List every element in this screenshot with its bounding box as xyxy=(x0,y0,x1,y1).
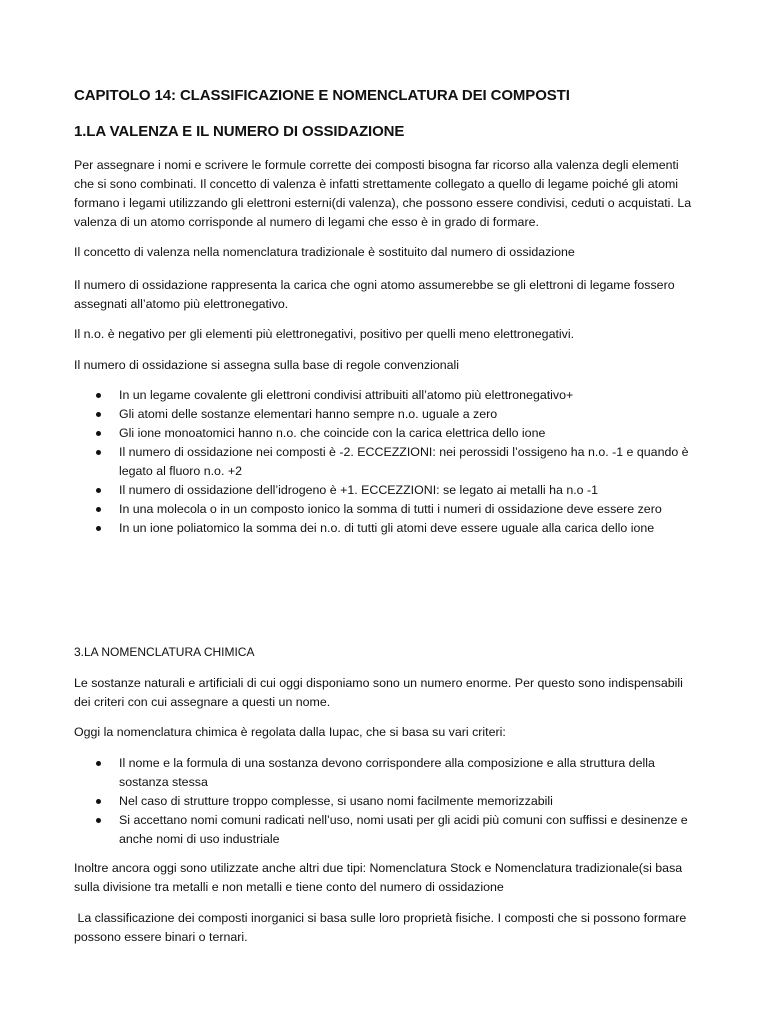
bullet-icon xyxy=(96,488,101,493)
paragraph-sostanze: Le sostanze naturali e artificiali di cui oggi disponiamo sono un numero enorme. Per questo sono indispensabili dei criteri con cui assegnare a questi un nome. xyxy=(74,676,683,709)
bullet-icon xyxy=(96,431,101,436)
bullet-icon xyxy=(96,799,101,804)
paragraph-regole-intro: Il numero di ossidazione si assegna sulla base di regole convenzionali xyxy=(74,358,460,372)
bullet-icon xyxy=(96,393,101,398)
list-item: In un legame covalente gli elettroni condivisi attribuiti all’atomo più elettronegativo+ xyxy=(74,386,700,405)
list-item: Il numero di ossidazione nei composti è -2. ECCEZZIONI: nei perossidi l’ossigeno ha n.o. -1 e quando è legato al fluoro n.o. +2 xyxy=(74,443,700,481)
bullet-icon xyxy=(96,818,101,823)
list-item: Si accettano nomi comuni radicati nell’uso, nomi usati per gli acidi più comuni con suffissi e desinenze e anche nomi di uso industriale xyxy=(74,811,700,849)
list-item: Gli atomi delle sostanze elementari hanno sempre n.o. uguale a zero xyxy=(74,405,700,424)
bullet-icon xyxy=(96,507,101,512)
list-item: Il nome e la formula di una sostanza devono corrispondere alla composizione e alla struttura della sostanza stessa xyxy=(74,754,700,792)
paragraph-no-segno: Il n.o. è negativo per gli elementi più elettronegativi, positivo per quelli meno elettronegativi. xyxy=(74,327,575,341)
list-item: In un ione poliatomico la somma dei n.o. di tutti gli atomi deve essere uguale alla carica dello ione xyxy=(74,519,700,538)
section-title-valenza: 1.LA VALENZA E IL NUMERO DI OSSIDAZIONE xyxy=(74,123,405,140)
list-item: Gli ione monoatomici hanno n.o. che coincide con la carica elettrica dello ione xyxy=(74,424,700,443)
criteria-list xyxy=(74,754,700,849)
paragraph-classificazione: La classificazione dei composti inorganici si basa sulle loro proprietà fisiche. I composti che si possono formare possono essere binari o ternari. xyxy=(74,911,690,944)
bullet-icon xyxy=(96,450,101,455)
paragraph-valenza-nomenclatura: Il concetto di valenza nella nomenclatura tradizionale è sostituito dal numero di ossidazione xyxy=(74,245,575,259)
list-item: Il numero di ossidazione dell’idrogeno è +1. ECCEZZIONI: se legato ai metalli ha n.o -1 xyxy=(74,481,700,500)
paragraph-stock-tradizionale: Inoltre ancora oggi sono utilizzate anche altri due tipi: Nomenclatura Stock e Nomenclatura tradizionale(si basa sulla divisione tra metalli e non metalli e tiene conto del numero di ossidazione xyxy=(74,861,683,894)
bullet-icon xyxy=(96,412,101,417)
bullet-icon xyxy=(96,761,101,766)
chapter-title: CAPITOLO 14: CLASSIFICAZIONE E NOMENCLATURA DEI COMPOSTI xyxy=(74,87,570,104)
bullet-icon xyxy=(96,526,101,531)
list-item: In una molecola o in un composto ionico la somma di tutti i numeri di ossidazione deve essere zero xyxy=(74,500,700,519)
paragraph-iupac: Oggi la nomenclatura chimica è regolata dalla Iupac, che si basa su vari criteri: xyxy=(74,725,506,739)
section-title-nomenclatura: 3.LA NOMENCLATURA CHIMICA xyxy=(74,645,255,659)
paragraph-numero-ossidazione: Il numero di ossidazione rappresenta la carica che ogni atomo assumerebbe se gli elettroni di legame fossero assegnati all’atomo più elettronegativo. xyxy=(74,278,675,311)
rules-list xyxy=(74,386,700,538)
list-item: Nel caso di strutture troppo complesse, si usano nomi facilmente memorizzabili xyxy=(74,792,700,811)
paragraph-valenza-intro: Per assegnare i nomi e scrivere le formule corrette dei composti bisogna far ricorso alla valenza degli elementi che si sono combinati. Il concetto di valenza è infatti strettamente collegato a quello di legame poiché gli atomi formano i legami utilizzando gli elettroni esterni(di valenza), che possono essere condivisi, ceduti o acquistati. La valenza di un atomo corrisponde al numero di legami che esso è in grado di formare. xyxy=(74,158,692,229)
